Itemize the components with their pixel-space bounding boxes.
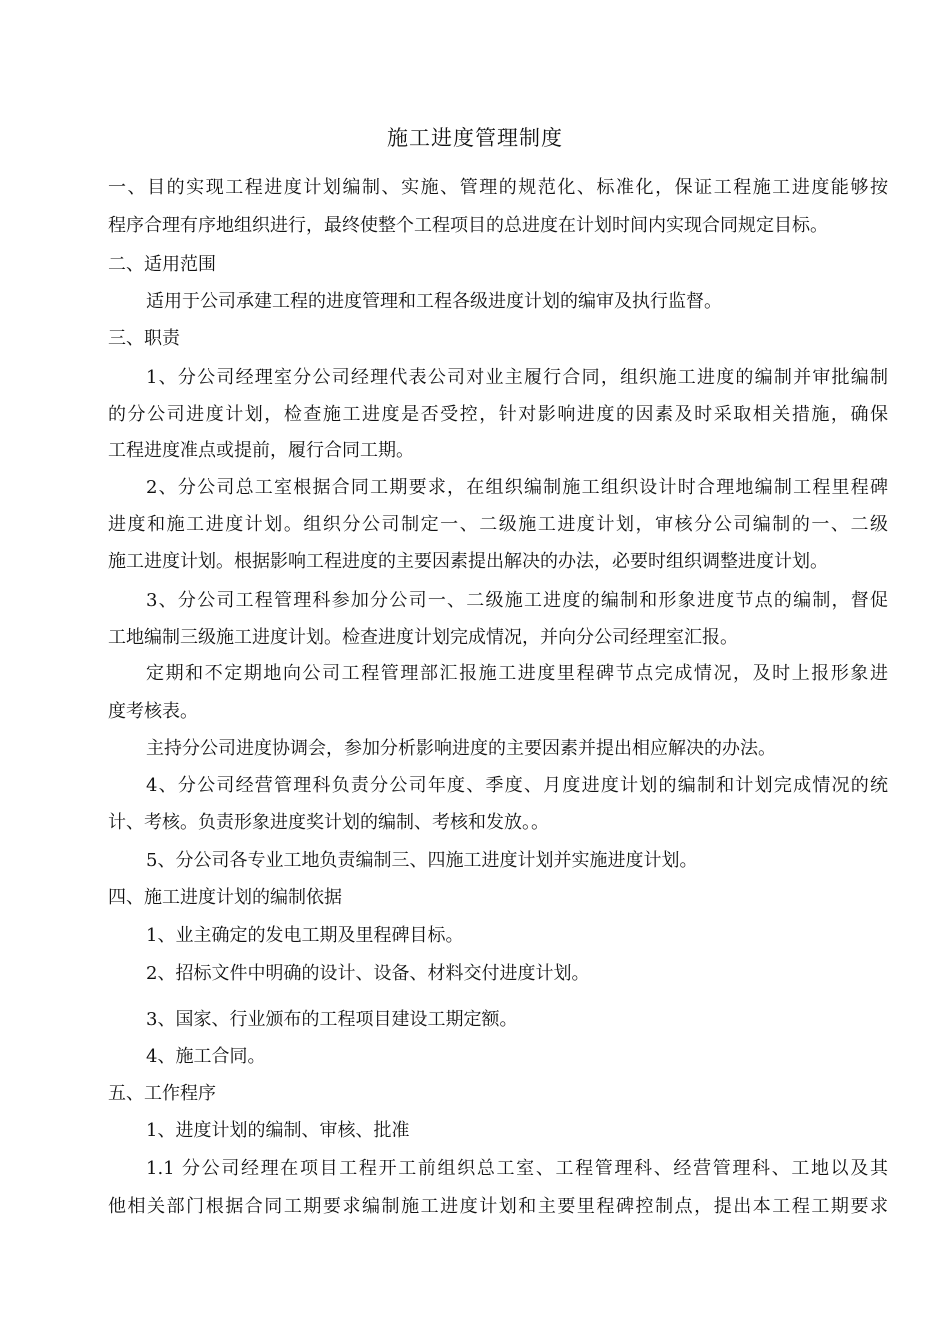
paragraph-line: 施工进度计划。根据影响工程进度的主要因素提出解决的办法，必要时组织调整进度计划。: [108, 551, 828, 572]
paragraph-line: 定期和不定期地向公司工程管理部汇报施工进度里程碑节点完成情况，及时上报形象进: [146, 663, 888, 684]
paragraph-line: 适用于公司承建工程的进度管理和工程各级进度计划的编审及执行监督。: [146, 291, 722, 312]
paragraph-line: 主持分公司进度协调会，参加分析影响进度的主要因素并提出相应解决的办法。: [146, 738, 776, 759]
paragraph-line: 5、分公司各专业工地负责编制三、四施工进度计划并实施进度计划。: [146, 850, 698, 871]
paragraph-line: 3、国家、行业颁布的工程项目建设工期定额。: [146, 1009, 518, 1030]
section-heading: 五、工作程序: [108, 1083, 216, 1104]
paragraph-line: 工程进度准点或提前，履行合同工期。: [108, 440, 414, 461]
section-heading: 四、施工进度计划的编制依据: [108, 887, 342, 908]
paragraph-line: 的分公司进度计划，检查施工进度是否受控，针对影响进度的因素及时采取相关措施，确保: [108, 404, 888, 425]
paragraph-line: 2、分公司总工室根据合同工期要求，在组织编制施工组织设计时合理地编制工程里程碑: [146, 477, 888, 498]
paragraph-line: 1、进度计划的编制、审核、批准: [146, 1120, 410, 1141]
paragraph-line: 计、考核。负责形象进度奖计划的编制、考核和发放。。: [108, 812, 549, 833]
paragraph-line: 2、招标文件中明确的设计、设备、材料交付进度计划。: [146, 963, 590, 984]
section-heading: 二、适用范围: [108, 254, 216, 275]
paragraph-line: 1、业主确定的发电工期及里程碑目标。: [146, 925, 464, 946]
paragraph-line: 4、分公司经营管理科负责分公司年度、季度、月度进度计划的编制和计划完成情况的统: [146, 775, 888, 796]
paragraph-line: 一、目的实现工程进度计划编制、实施、管理的规范化、标准化，保证工程施工进度能够按: [108, 177, 888, 198]
document-title: 施工进度管理制度: [387, 126, 563, 150]
paragraph-line: 进度和施工进度计划。组织分公司制定一、二级施工进度计划，审核分公司编制的一、二级: [108, 514, 888, 535]
paragraph-line: 1、分公司经理室分公司经理代表公司对业主履行合同，组织施工进度的编制并审批编制: [146, 367, 888, 388]
paragraph-line: 1.1 分公司经理在项目工程开工前组织总工室、工程管理科、经营管理科、工地以及其: [146, 1158, 888, 1179]
paragraph-line: 度考核表。: [108, 701, 198, 722]
paragraph-line: 4、施工合同。: [146, 1046, 266, 1067]
paragraph-line: 他相关部门根据合同工期要求编制施工进度计划和主要里程碑控制点，提出本工程工期要求: [108, 1196, 888, 1217]
paragraph-line: 工地编制三级施工进度计划。检查进度计划完成情况，并向分公司经理室汇报。: [108, 627, 738, 648]
paragraph-line: 3、分公司工程管理科参加分公司一、二级施工进度的编制和形象进度节点的编制，督促: [146, 590, 888, 611]
paragraph-line: 程序合理有序地组织进行，最终使整个工程项目的总进度在计划时间内实现合同规定目标。: [108, 215, 828, 236]
section-heading: 三、职责: [108, 328, 180, 349]
